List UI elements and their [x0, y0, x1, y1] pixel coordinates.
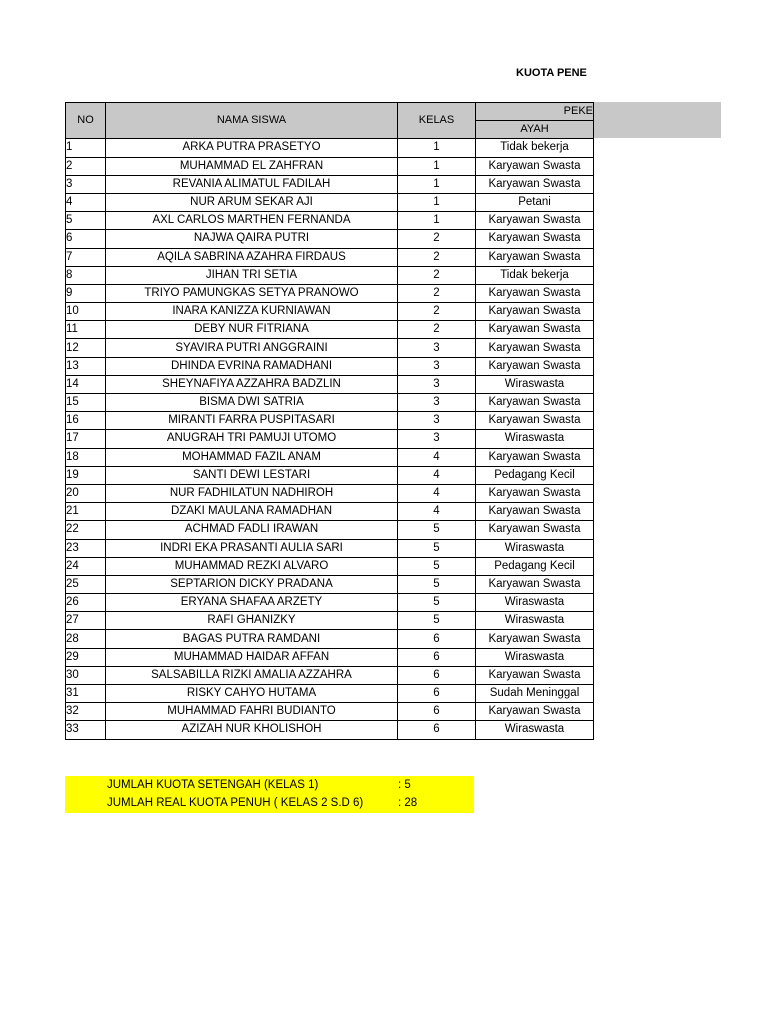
- cell-pekerjaan-ayah: Wiraswasta: [476, 612, 594, 630]
- cell-no: 2: [66, 157, 106, 175]
- col-header-kelas: KELAS: [398, 103, 476, 139]
- cell-no: 7: [66, 248, 106, 266]
- cell-nama-siswa: SYAVIRA PUTRI ANGGRAINI: [106, 339, 398, 357]
- cell-no: 29: [66, 648, 106, 666]
- cell-pekerjaan-ayah: Pedagang Kecil: [476, 466, 594, 484]
- cell-nama-siswa: BISMA DWI SATRIA: [106, 394, 398, 412]
- table-row: [66, 157, 594, 175]
- table-row: [66, 685, 594, 703]
- cell-no: 28: [66, 630, 106, 648]
- cell-kelas: 6: [398, 721, 476, 739]
- cell-kelas: 6: [398, 685, 476, 703]
- cell-nama-siswa: REVANIA ALIMATUL FADILAH: [106, 175, 398, 193]
- cell-kelas: 4: [398, 466, 476, 484]
- cell-pekerjaan-ayah: Karyawan Swasta: [476, 248, 594, 266]
- table-row: [66, 521, 594, 539]
- cell-no: 4: [66, 193, 106, 211]
- cell-nama-siswa: INARA KANIZZA KURNIAWAN: [106, 303, 398, 321]
- cell-pekerjaan-ayah: Karyawan Swasta: [476, 503, 594, 521]
- cell-no: 27: [66, 612, 106, 630]
- cell-no: 24: [66, 557, 106, 575]
- cell-kelas: 6: [398, 630, 476, 648]
- table-row: [66, 666, 594, 684]
- cell-kelas: 6: [398, 703, 476, 721]
- table-row: [66, 430, 594, 448]
- cell-nama-siswa: NUR ARUM SEKAR AJI: [106, 193, 398, 211]
- cell-kelas: 1: [398, 157, 476, 175]
- summary-value: : 5: [398, 779, 411, 791]
- cell-no: 13: [66, 357, 106, 375]
- col-header-ayah: AYAH: [476, 121, 594, 139]
- cell-no: 1: [66, 139, 106, 157]
- cell-pekerjaan-ayah: Karyawan Swasta: [476, 703, 594, 721]
- table-row: [66, 484, 594, 502]
- cell-kelas: 2: [398, 303, 476, 321]
- cell-nama-siswa: SALSABILLA RIZKI AMALIA AZZAHRA: [106, 666, 398, 684]
- cell-pekerjaan-ayah: Karyawan Swasta: [476, 339, 594, 357]
- cell-no: 32: [66, 703, 106, 721]
- table-row: [66, 248, 594, 266]
- cell-nama-siswa: ACHMAD FADLI IRAWAN: [106, 521, 398, 539]
- table-row: [66, 230, 594, 248]
- summary-label: JUMLAH REAL KUOTA PENUH ( KELAS 2 S.D 6): [107, 797, 364, 809]
- cell-kelas: 3: [398, 430, 476, 448]
- cell-pekerjaan-ayah: Karyawan Swasta: [476, 630, 594, 648]
- cell-no: 10: [66, 303, 106, 321]
- summary-value: : 28: [398, 797, 418, 809]
- cell-pekerjaan-ayah: Karyawan Swasta: [476, 521, 594, 539]
- cell-pekerjaan-ayah: Wiraswasta: [476, 594, 594, 612]
- cell-nama-siswa: SANTI DEWI LESTARI: [106, 466, 398, 484]
- table-row: [66, 339, 594, 357]
- summary-box: [65, 776, 474, 813]
- cell-no: 26: [66, 594, 106, 612]
- cell-kelas: 4: [398, 448, 476, 466]
- cell-kelas: 3: [398, 375, 476, 393]
- student-table: [65, 102, 594, 740]
- table-row: [66, 612, 594, 630]
- cell-kelas: 3: [398, 394, 476, 412]
- cell-no: 31: [66, 685, 106, 703]
- cell-pekerjaan-ayah: Karyawan Swasta: [476, 484, 594, 502]
- cell-no: 33: [66, 721, 106, 739]
- summary-row-kuota-penuh: [65, 794, 474, 812]
- cell-nama-siswa: ARKA PUTRA PRASETYO: [106, 139, 398, 157]
- col-header-no: NO: [66, 103, 106, 139]
- table-body: [66, 139, 594, 739]
- cell-kelas: 3: [398, 339, 476, 357]
- table-row: [66, 321, 594, 339]
- cell-nama-siswa: AXL CARLOS MARTHEN FERNANDA: [106, 212, 398, 230]
- cell-no: 19: [66, 466, 106, 484]
- cell-kelas: 6: [398, 666, 476, 684]
- table-row: [66, 630, 594, 648]
- cell-kelas: 5: [398, 521, 476, 539]
- table-row: [66, 266, 594, 284]
- table-row: [66, 575, 594, 593]
- cell-nama-siswa: SEPTARION DICKY PRADANA: [106, 575, 398, 593]
- cell-nama-siswa: DZAKI MAULANA RAMADHAN: [106, 503, 398, 521]
- cell-kelas: 5: [398, 594, 476, 612]
- cell-kelas: 2: [398, 266, 476, 284]
- cell-no: 18: [66, 448, 106, 466]
- cell-pekerjaan-ayah: Karyawan Swasta: [476, 412, 594, 430]
- table-row: [66, 503, 594, 521]
- cell-kelas: 2: [398, 230, 476, 248]
- cell-pekerjaan-ayah: Karyawan Swasta: [476, 157, 594, 175]
- cell-kelas: 1: [398, 139, 476, 157]
- cell-kelas: 2: [398, 284, 476, 302]
- cell-pekerjaan-ayah: Petani: [476, 193, 594, 211]
- cell-kelas: 5: [398, 557, 476, 575]
- cell-kelas: 2: [398, 248, 476, 266]
- table-row: [66, 394, 594, 412]
- cell-kelas: 3: [398, 357, 476, 375]
- table-row: [66, 539, 594, 557]
- cell-kelas: 5: [398, 575, 476, 593]
- cell-no: 22: [66, 521, 106, 539]
- table-row: [66, 212, 594, 230]
- cell-nama-siswa: NAJWA QAIRA PUTRI: [106, 230, 398, 248]
- table-row: [66, 193, 594, 211]
- cell-no: 21: [66, 503, 106, 521]
- cell-pekerjaan-ayah: Karyawan Swasta: [476, 284, 594, 302]
- table-row: [66, 703, 594, 721]
- header-row-1: [66, 103, 594, 121]
- cell-no: 3: [66, 175, 106, 193]
- table-row: [66, 412, 594, 430]
- cell-nama-siswa: INDRI EKA PRASANTI AULIA SARI: [106, 539, 398, 557]
- cell-no: 11: [66, 321, 106, 339]
- cell-nama-siswa: BAGAS PUTRA RAMDANI: [106, 630, 398, 648]
- cell-no: 25: [66, 575, 106, 593]
- cell-no: 8: [66, 266, 106, 284]
- cell-pekerjaan-ayah: Karyawan Swasta: [476, 230, 594, 248]
- table-row: [66, 466, 594, 484]
- cell-nama-siswa: AZIZAH NUR KHOLISHOH: [106, 721, 398, 739]
- cell-pekerjaan-ayah: Karyawan Swasta: [476, 394, 594, 412]
- cell-pekerjaan-ayah: Sudah Meninggal: [476, 685, 594, 703]
- cell-kelas: 1: [398, 193, 476, 211]
- table-row: [66, 303, 594, 321]
- cell-nama-siswa: JIHAN TRI SETIA: [106, 266, 398, 284]
- cell-no: 5: [66, 212, 106, 230]
- table-row: [66, 721, 594, 739]
- cell-kelas: 6: [398, 648, 476, 666]
- cell-nama-siswa: ERYANA SHAFAA ARZETY: [106, 594, 398, 612]
- cell-pekerjaan-ayah: Karyawan Swasta: [476, 175, 594, 193]
- cell-no: 16: [66, 412, 106, 430]
- cell-nama-siswa: RAFI GHANIZKY: [106, 612, 398, 630]
- cell-pekerjaan-ayah: Karyawan Swasta: [476, 666, 594, 684]
- cell-no: 17: [66, 430, 106, 448]
- cell-nama-siswa: MUHAMMAD HAIDAR AFFAN: [106, 648, 398, 666]
- cell-pekerjaan-ayah: Wiraswasta: [476, 648, 594, 666]
- table-row: [66, 175, 594, 193]
- cell-no: 6: [66, 230, 106, 248]
- cell-pekerjaan-ayah: Karyawan Swasta: [476, 575, 594, 593]
- cell-nama-siswa: MOHAMMAD FAZIL ANAM: [106, 448, 398, 466]
- cell-pekerjaan-ayah: Wiraswasta: [476, 430, 594, 448]
- cell-pekerjaan-ayah: Wiraswasta: [476, 375, 594, 393]
- cell-no: 20: [66, 484, 106, 502]
- cell-pekerjaan-ayah: Karyawan Swasta: [476, 321, 594, 339]
- cell-pekerjaan-ayah: Wiraswasta: [476, 539, 594, 557]
- table-row: [66, 648, 594, 666]
- cell-pekerjaan-ayah: Tidak bekerja: [476, 139, 594, 157]
- cell-pekerjaan-ayah: Karyawan Swasta: [476, 303, 594, 321]
- cell-nama-siswa: AQILA SABRINA AZAHRA FIRDAUS: [106, 248, 398, 266]
- table-row: [66, 557, 594, 575]
- cell-nama-siswa: NUR FADHILATUN NADHIROH: [106, 484, 398, 502]
- cell-kelas: 4: [398, 503, 476, 521]
- cell-no: 15: [66, 394, 106, 412]
- cell-kelas: 5: [398, 612, 476, 630]
- table-row: [66, 357, 594, 375]
- cell-kelas: 1: [398, 175, 476, 193]
- cell-no: 23: [66, 539, 106, 557]
- summary-label: JUMLAH KUOTA SETENGAH (KELAS 1): [107, 779, 319, 791]
- table-row: [66, 594, 594, 612]
- table-row: [66, 375, 594, 393]
- table-row: [66, 448, 594, 466]
- cell-kelas: 5: [398, 539, 476, 557]
- cell-nama-siswa: DEBY NUR FITRIANA: [106, 321, 398, 339]
- cell-pekerjaan-ayah: Pedagang Kecil: [476, 557, 594, 575]
- cell-kelas: 2: [398, 321, 476, 339]
- cell-nama-siswa: MUHAMMAD FAHRI BUDIANTO: [106, 703, 398, 721]
- cell-no: 12: [66, 339, 106, 357]
- cell-kelas: 1: [398, 212, 476, 230]
- table-row: [66, 139, 594, 157]
- cell-pekerjaan-ayah: Tidak bekerja: [476, 266, 594, 284]
- cell-no: 14: [66, 375, 106, 393]
- cell-pekerjaan-ayah: Karyawan Swasta: [476, 448, 594, 466]
- cell-nama-siswa: TRIYO PAMUNGKAS SETYA PRANOWO: [106, 284, 398, 302]
- summary-row-kuota-setengah: [65, 776, 474, 794]
- cell-kelas: 3: [398, 412, 476, 430]
- cell-nama-siswa: MUHAMMAD REZKI ALVARO: [106, 557, 398, 575]
- header-extension-band: [593, 102, 721, 138]
- col-header-pekerjaan: PEKE: [476, 103, 594, 121]
- cell-nama-siswa: DHINDA EVRINA RAMADHANI: [106, 357, 398, 375]
- cell-pekerjaan-ayah: Wiraswasta: [476, 721, 594, 739]
- cell-no: 30: [66, 666, 106, 684]
- cell-nama-siswa: SHEYNAFIYA AZZAHRA BADZLIN: [106, 375, 398, 393]
- cell-pekerjaan-ayah: Karyawan Swasta: [476, 357, 594, 375]
- table-row: [66, 284, 594, 302]
- col-header-nama: NAMA SISWA: [106, 103, 398, 139]
- cell-nama-siswa: MIRANTI FARRA PUSPITASARI: [106, 412, 398, 430]
- cell-kelas: 4: [398, 484, 476, 502]
- cell-nama-siswa: ANUGRAH TRI PAMUJI UTOMO: [106, 430, 398, 448]
- cell-pekerjaan-ayah: Karyawan Swasta: [476, 212, 594, 230]
- cell-no: 9: [66, 284, 106, 302]
- cell-nama-siswa: RISKY CAHYO HUTAMA: [106, 685, 398, 703]
- cell-nama-siswa: MUHAMMAD EL ZAHFRAN: [106, 157, 398, 175]
- sheet-title: KUOTA PENE: [516, 67, 587, 79]
